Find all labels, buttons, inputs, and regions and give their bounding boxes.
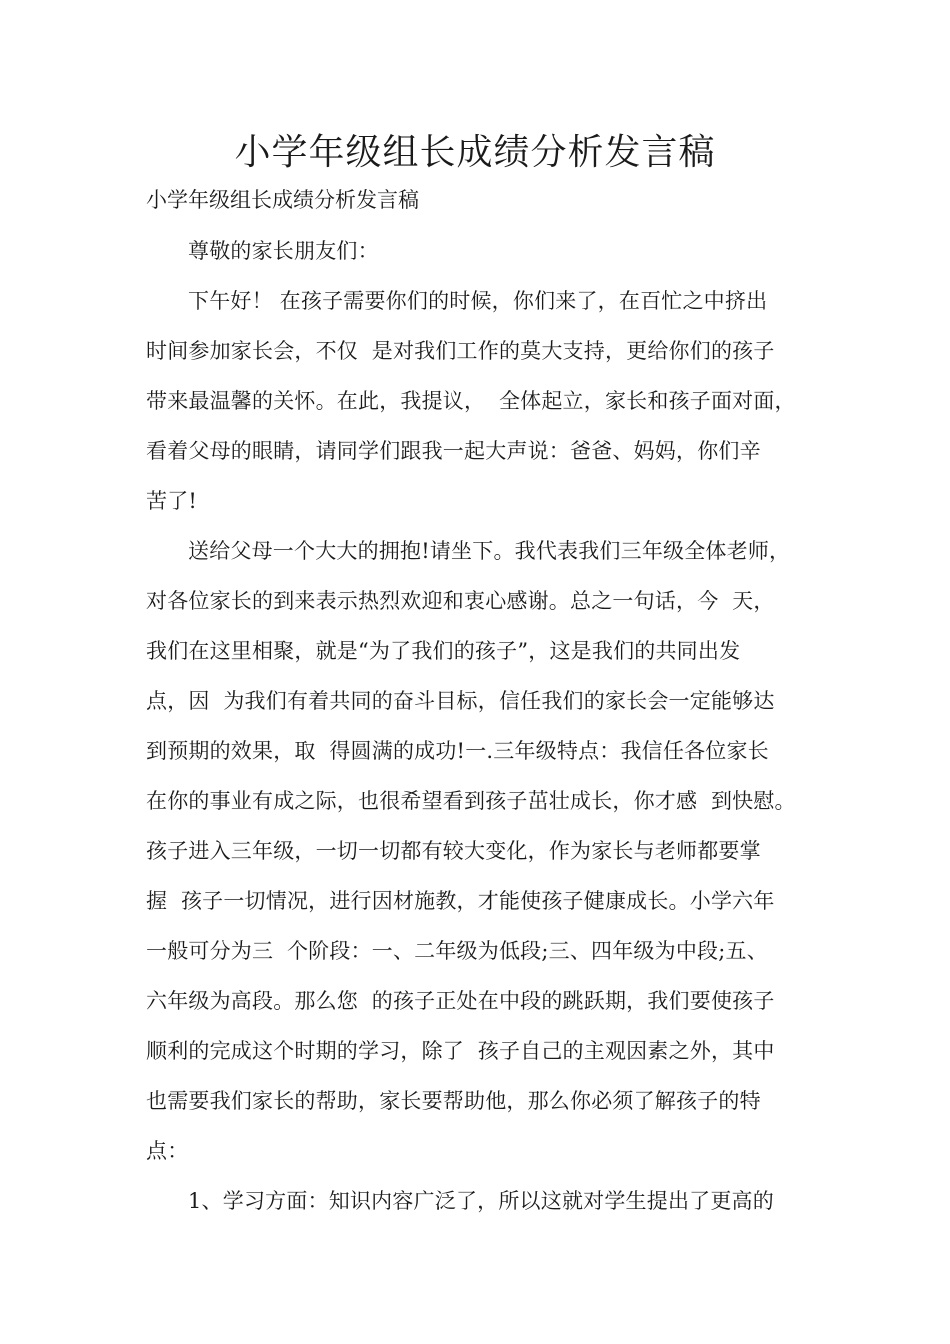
document-subtitle: 小学年级组长成绩分析发言稿 [146,188,419,212]
page-title: 小学年级组长成绩分析发言稿 [234,132,716,173]
text-line: 顺利的完成这个时期的学习，除了 孩子自己的主观因素之外，其中 [146,1039,775,1063]
text-line: 握 孩子一切情况，进行因材施教，才能使孩子健康成长。小学六年 [146,889,775,913]
text-line: 在你的事业有成之际，也很希望看到孩子茁壮成长，你才感 到快慰。 [146,789,796,813]
text-line: 我们在这里相聚，就是“为了我们的孩子”，这是我们的共同出发 [146,639,741,663]
text-line: 尊敬的家长朋友们： [188,239,379,263]
text-line: 六年级为高段。那么您 的孩子正处在中段的跳跃期，我们要使孩子 [146,989,775,1013]
text-line: 点，因 为我们有着共同的奋斗目标，信任我们的家长会一定能够达 [146,689,775,713]
text-line: 到预期的效果，取 得圆满的成功!一.三年级特点：我信任各位家长 [146,739,769,763]
text-line: 看着父母的眼睛，请同学们跟我一起大声说：爸爸、妈妈，你们辛 [146,439,761,463]
text-line: 时间参加家长会，不仅 是对我们工作的莫大支持，更给你们的孩子 [146,339,775,363]
text-line: 下午好！ 在孩子需要你们的时候，你们来了，在百忙之中挤出 [188,289,768,313]
text-line: 苦了! [146,489,198,513]
text-line: 也需要我们家长的帮助，家长要帮助他，那么你必须了解孩子的特 [146,1089,761,1113]
text-line: 送给父母一个大大的拥抱!请坐下。我代表我们三年级全体老师， [188,539,791,563]
text-line: 带来最温馨的关怀。在此，我提议， 全体起立，家长和孩子面对面， [146,389,796,413]
text-line: 一般可分为三 个阶段：一、二年级为低段;三、四年级为中段;五、 [146,939,768,963]
text-line: 1、学习方面：知识内容广泛了，所以这就对学生提出了更高的 [188,1189,774,1213]
text-line: 点： [146,1139,189,1163]
text-line: 对各位家长的到来表示热烈欢迎和衷心感谢。总之一句话，今 天， [146,589,775,613]
text-line: 孩子进入三年级，一切一切都有较大变化，作为家长与老师都要掌 [146,839,761,863]
